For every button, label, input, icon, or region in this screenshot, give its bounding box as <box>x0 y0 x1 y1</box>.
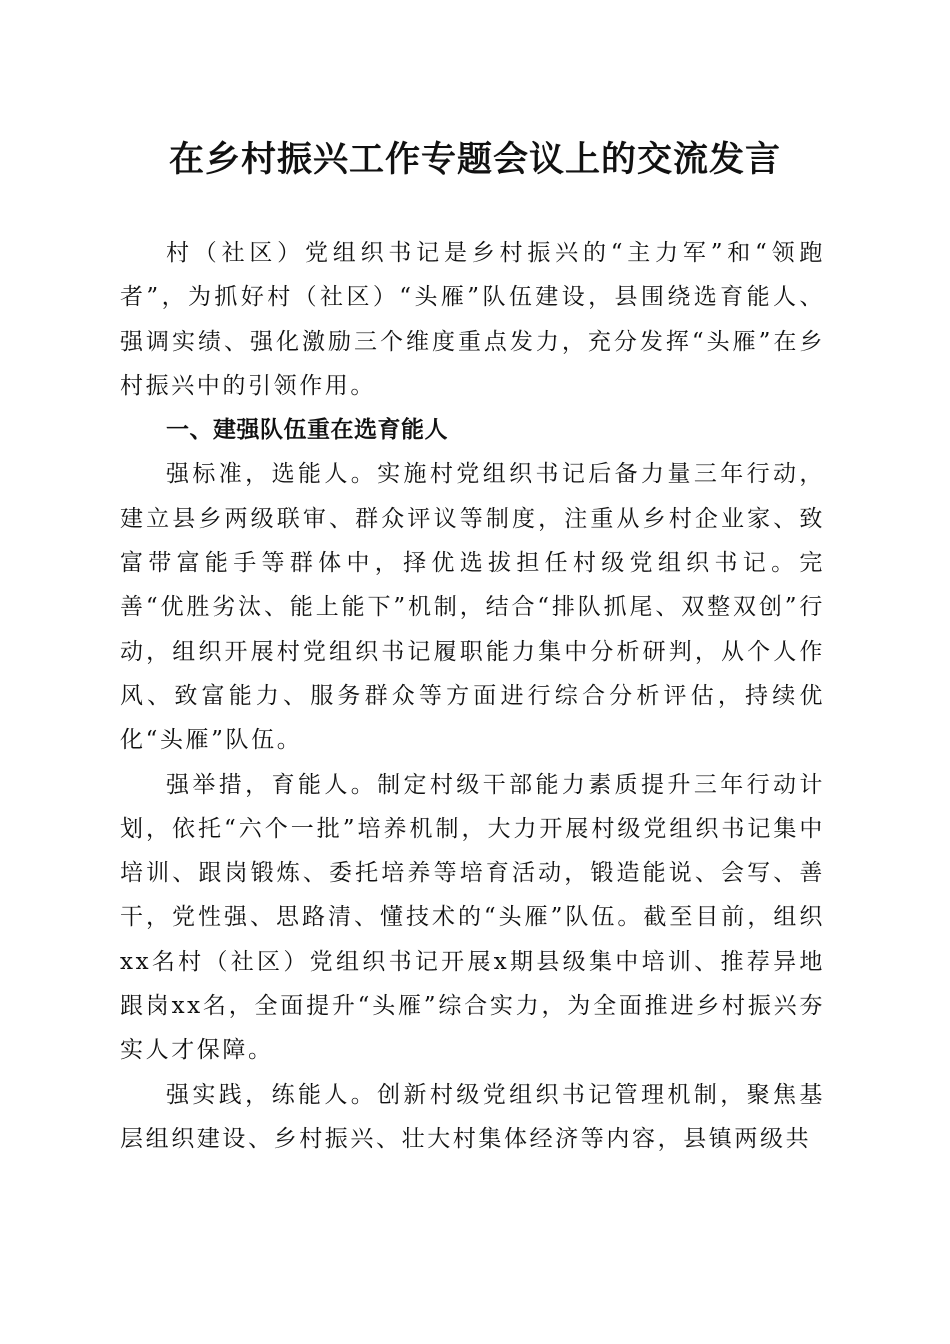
intro-paragraph: 村（社区）党组织书记是乡村振兴的“主力军”和“领跑者”，为抓好村（社区）“头雁”队伍建设，县围绕选育能人、强调实绩、强化激励三个维度重点发力，充分发挥“头雁”在乡村振兴中的引领作用。 <box>120 240 825 399</box>
document-body <box>120 231 825 1161</box>
document-title: 在乡村振兴工作专题会议上的交流发言 <box>168 139 781 180</box>
paragraph-cultivate-talent: 强举措，育能人。制定村级干部能力素质提升三年行动计划，依托“六个一批”培养机制，大力开展村级党组织书记集中培训、跟岗锻炼、委托培养等培育活动，锻造能说、会写、善干，党性强、思路清、懂技术的“头雁”队伍。截至目前，组织xx名村（社区）党组织书记开展x期县级集中培训、推荐异地跟岗xx名，全面提升“头雁”综合实力，为全面推进乡村振兴夯实人才保障。 <box>120 771 825 1064</box>
paragraph-practice-talent: 强实践，练能人。创新村级党组织书记管理机制，聚焦基层组织建设、乡村振兴、壮大村集体经济等内容，县镇两级共 <box>120 1081 825 1152</box>
paragraph-select-talent: 强标准，选能人。实施村党组织书记后备力量三年行动，建立县乡两级联审、群众评议等制度，注重从乡村企业家、致富带富能手等群体中，择优选拔担任村级党组织书记。完善“优胜劣汰、能上能下”机制，结合“排队抓尾、双整双创”行动，组织开展村党组织书记履职能力集中分析研判，从个人作风、致富能力、服务群众等方面进行综合分析评估，持续优化“头雁”队伍。 <box>120 461 825 754</box>
section-heading: 一、建强队伍重在选育能人 <box>166 417 448 444</box>
